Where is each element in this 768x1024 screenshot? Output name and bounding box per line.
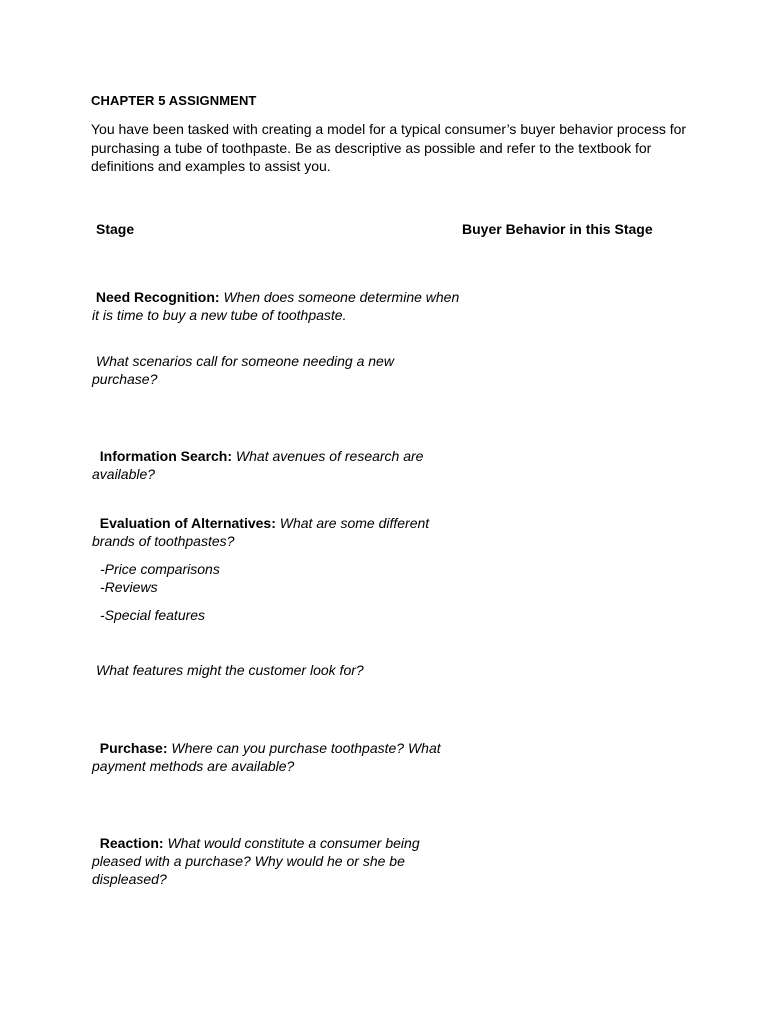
need-recognition-followup: [92, 352, 422, 388]
stage-label: Evaluation of Alternatives:: [99, 515, 276, 531]
evaluation-item-special-features: -Special features: [100, 607, 206, 623]
column-header-buyer-behavior: Buyer Behavior in this Stage: [462, 221, 653, 237]
evaluation-followup: What features might the customer look for?: [96, 662, 364, 678]
column-header-stage: Stage: [96, 221, 135, 237]
stage-label: Reaction:: [99, 835, 164, 851]
stage-question: Where can you purchase toothpaste? What payment methods are available?: [92, 740, 441, 774]
stage-question: What avenues of research are available?: [92, 448, 424, 482]
stage-information-search: [92, 447, 437, 483]
followup-text: What scenarios call for someone needing a new purchase?: [92, 353, 394, 387]
document-title: CHAPTER 5 ASSIGNMENT: [91, 93, 257, 108]
stage-need-recognition: [92, 288, 462, 324]
evaluation-item-price-comparisons: -Price comparisons: [100, 561, 220, 577]
stage-question: What would constitute a consumer being pleased with a purchase? Why would he or she be displeased?: [92, 835, 420, 887]
stage-label: Purchase:: [99, 740, 168, 756]
stage-reaction: [92, 834, 427, 888]
stage-purchase: [92, 739, 447, 775]
evaluation-item-reviews: -Reviews: [100, 579, 158, 595]
stage-question: What are some different brands of toothpastes?: [92, 515, 430, 549]
stage-evaluation-of-alternatives: [92, 514, 437, 550]
stage-label: Need Recognition:: [95, 289, 220, 305]
assignment-intro: You have been tasked with creating a model for a typical consumer’s buyer behavior process for purchasing a tube of toothpaste. Be as descriptive as possible and refer to the textbook for definitions and examples to assist you.: [91, 121, 687, 174]
stage-label: Information Search:: [99, 448, 233, 464]
stage-question: When does someone determine when it is time to buy a new tube of toothpaste.: [92, 289, 460, 323]
